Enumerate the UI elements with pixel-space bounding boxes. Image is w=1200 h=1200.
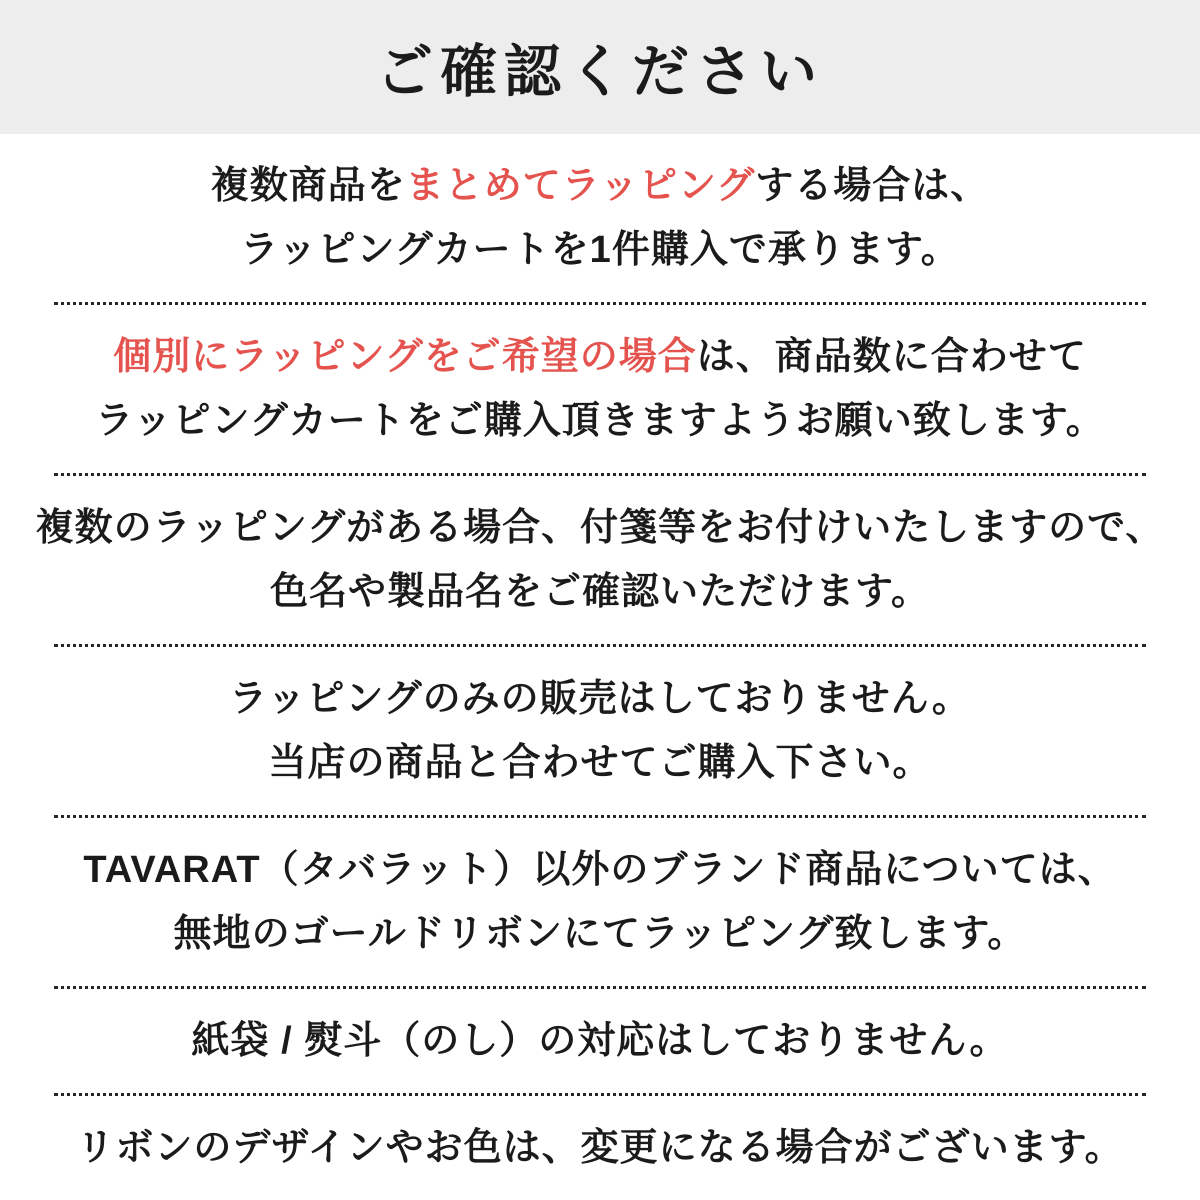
- notice-text: リボンのデザインやお色は、変更になる場合がございます。: [76, 1127, 1124, 1169]
- notice-line: [174, 902, 1027, 966]
- notice-line: [95, 389, 1104, 453]
- notice-section: [54, 818, 1146, 986]
- notice-text: 複数商品を: [210, 165, 406, 207]
- notice-line: [83, 838, 1116, 902]
- notice-list: [0, 134, 1200, 1200]
- notice-section: [54, 134, 1146, 302]
- notice-text: 複数のラッピングがある場合、付箋等をお付けいたしますので、: [35, 507, 1165, 549]
- notice-line: [192, 1009, 1009, 1073]
- notice-line: [229, 667, 971, 731]
- notice-highlight-text: まとめてラッピング: [405, 165, 756, 207]
- notice-section: [54, 989, 1146, 1093]
- notice-text: TAVARAT（タバラット）以外のブランド商品については、: [83, 849, 1117, 891]
- notice-highlight-text: 個別にラッピングをご希望の場合: [113, 336, 697, 378]
- notice-line: [268, 731, 931, 795]
- notice-text: 当店の商品と合わせてご購入下さい。: [268, 742, 932, 784]
- notice-line: [270, 560, 930, 624]
- notice-line: [240, 218, 960, 282]
- notice-section: [35, 476, 1165, 644]
- notice-text: 色名や製品名をご確認いただけます。: [270, 571, 930, 613]
- notice-section: [54, 305, 1146, 473]
- notice-text: 紙袋 / 熨斗（のし）の対応はしておりません。: [191, 1020, 1009, 1062]
- notice-line: [113, 325, 1087, 389]
- notice-line: [36, 496, 1165, 560]
- notice-line: [211, 154, 990, 218]
- page-title: ご確認ください: [376, 40, 824, 104]
- notice-section: [54, 1096, 1146, 1200]
- notice-text: は、商品数に合わせて: [696, 336, 1087, 378]
- notice-text: 無地のゴールドリボンにてラッピング致します。: [173, 913, 1027, 955]
- notice-text: ラッピングのみの販売はしておりません。: [229, 678, 971, 720]
- notice-line: [76, 1116, 1123, 1180]
- notice-text: ラッピングカートを1件購入で承ります。: [240, 229, 960, 271]
- notice-text: する場合は、: [755, 165, 990, 207]
- header-banner: [0, 0, 1200, 134]
- notice-section: [54, 647, 1146, 815]
- notice-text: ラッピングカートをご購入頂きますようお願い致します。: [95, 400, 1105, 442]
